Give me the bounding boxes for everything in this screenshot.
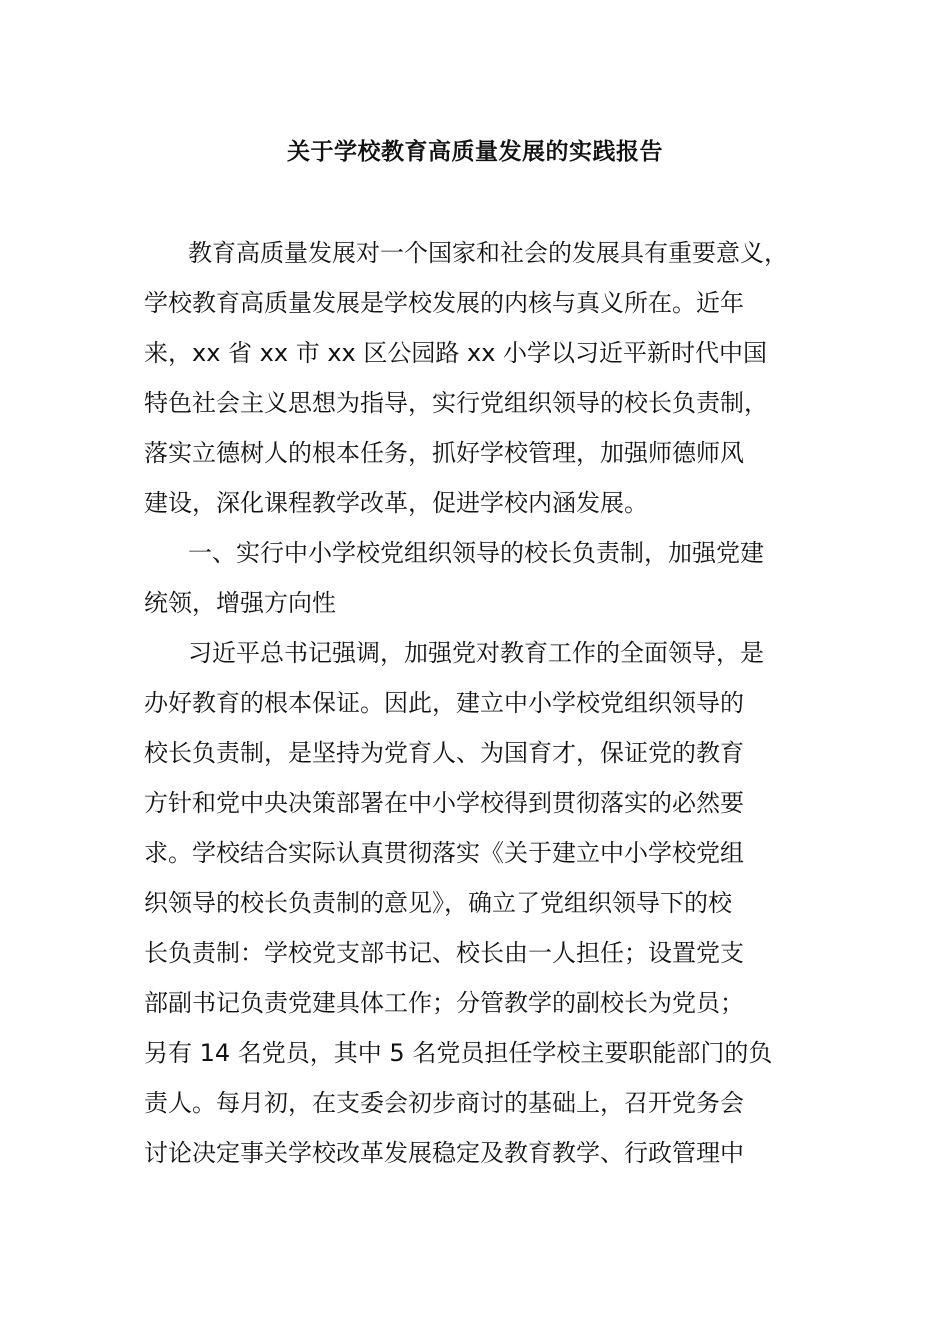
- paragraph-line: 统领，增强方向性: [144, 589, 336, 617]
- paragraph-line: 习近平总书记强调，加强党对教育工作的全面领导，是: [188, 639, 764, 667]
- paragraph-line: 办好教育的根本保证。因此，建立中小学校党组织领导的: [144, 689, 744, 717]
- paragraph-line: 学校教育高质量发展是学校发展的内核与真义所在。近年: [144, 289, 744, 317]
- paragraph-line: 教育高质量发展对一个国家和社会的发展具有重要意义，: [188, 239, 788, 267]
- paragraph-line: 责人。每月初，在支委会初步商讨的基础上，召开党务会: [144, 1089, 744, 1117]
- paragraph-line: 建设，深化课程教学改革，促进学校内涵发展。: [144, 489, 648, 517]
- paragraph-line: 部副书记负责党建具体工作；分管教学的副校长为党员；: [144, 989, 744, 1017]
- paragraph-line: 另有 14 名党员，其中 5 名党员担任学校主要职能部门的负: [144, 1039, 773, 1067]
- paragraph-line: 长负责制：学校党支部书记、校长由一人担任；设置党支: [144, 939, 744, 967]
- paragraph-line: 讨论决定事关学校改革发展稳定及教育教学、行政管理中: [144, 1139, 744, 1167]
- paragraph-line: 特色社会主义思想为指导，实行党组织领导的校长负责制，: [144, 389, 768, 417]
- paragraph-line: 方针和党中央决策部署在中小学校得到贯彻落实的必然要: [144, 789, 744, 817]
- paragraph-line: 求。学校结合实际认真贯彻落实《关于建立中小学校党组: [144, 839, 744, 867]
- paragraph-line: 一、实行中小学校党组织领导的校长负责制，加强党建: [188, 539, 764, 567]
- document-title: 关于学校教育高质量发展的实践报告: [287, 139, 663, 165]
- paragraph-line: 校长负责制，是坚持为党育人、为国育才，保证党的教育: [144, 739, 744, 767]
- paragraph-line: 落实立德树人的根本任务，抓好学校管理，加强师德师风: [144, 439, 744, 467]
- paragraph-line: 织领导的校长负责制的意见》，确立了党组织领导下的校: [144, 889, 732, 917]
- paragraph-line: 来，xx 省 xx 市 xx 区公园路 xx 小学以习近平新时代中国: [144, 339, 768, 367]
